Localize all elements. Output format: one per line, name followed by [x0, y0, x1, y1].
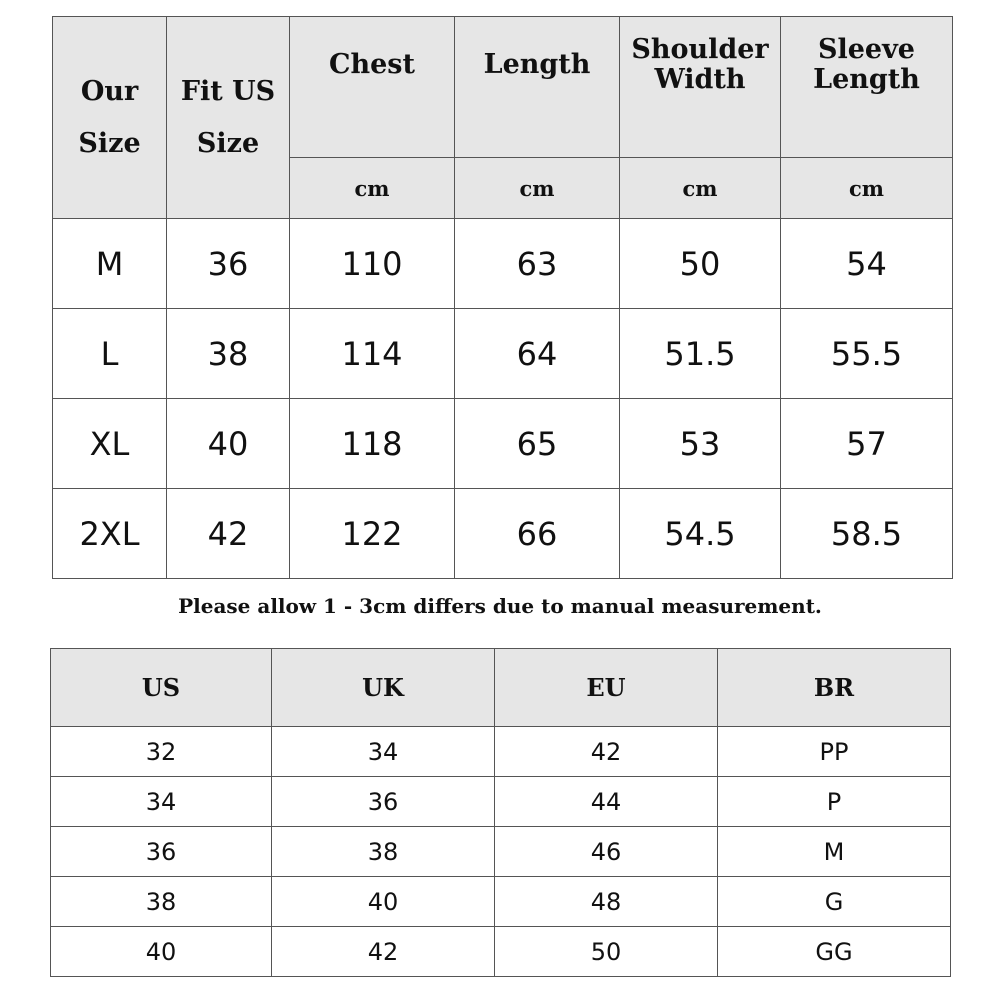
table-row — [51, 927, 951, 977]
cell-us-size: 38 — [167, 309, 290, 399]
cell-length: 63 — [455, 219, 620, 309]
header-chest — [290, 17, 455, 158]
header-sleeve-length — [781, 17, 953, 158]
header-us: US — [51, 649, 272, 727]
header-sleeve-length-label: Sleeve Length — [813, 34, 920, 95]
cell-us-size: 40 — [167, 399, 290, 489]
cell-chest: 118 — [290, 399, 455, 489]
header-length-label: Length — [483, 49, 591, 80]
cell-eu: 48 — [495, 877, 718, 927]
table-row — [51, 877, 951, 927]
cell-eu: 50 — [495, 927, 718, 977]
measurement-note: Please allow 1 - 3cm differs due to manual measurement. — [178, 594, 822, 618]
table-row — [51, 777, 951, 827]
table-row — [51, 727, 951, 777]
cell-uk: 42 — [272, 927, 495, 977]
unit-length: cm — [455, 158, 620, 219]
table-row — [53, 219, 953, 309]
header-shoulder-width-label: Shoulder Width — [631, 34, 769, 95]
cell-length: 64 — [455, 309, 620, 399]
table-row — [53, 489, 953, 579]
cell-our-size: M — [53, 219, 167, 309]
unit-sleeve-length: cm — [781, 158, 953, 219]
cell-shoulder: 50 — [620, 219, 781, 309]
cell-us: 40 — [51, 927, 272, 977]
cell-uk: 38 — [272, 827, 495, 877]
cell-our-size: XL — [53, 399, 167, 489]
header-br: BR — [718, 649, 951, 727]
header-fit-us-size: Fit US Size — [167, 17, 290, 219]
cell-eu: 42 — [495, 727, 718, 777]
cell-sleeve: 57 — [781, 399, 953, 489]
cell-br: GG — [718, 927, 951, 977]
size-conversion-table — [50, 648, 951, 977]
cell-us-size: 36 — [167, 219, 290, 309]
unit-chest: cm — [290, 158, 455, 219]
cell-our-size: L — [53, 309, 167, 399]
cell-eu: 44 — [495, 777, 718, 827]
cell-br: G — [718, 877, 951, 927]
unit-shoulder-width: cm — [620, 158, 781, 219]
cell-uk: 36 — [272, 777, 495, 827]
cell-us: 38 — [51, 877, 272, 927]
table-row — [53, 309, 953, 399]
cell-eu: 46 — [495, 827, 718, 877]
header-eu: EU — [495, 649, 718, 727]
cell-our-size: 2XL — [53, 489, 167, 579]
size-chart-table — [52, 16, 953, 579]
cell-length: 66 — [455, 489, 620, 579]
cell-us: 36 — [51, 827, 272, 877]
header-uk: UK — [272, 649, 495, 727]
cell-sleeve: 58.5 — [781, 489, 953, 579]
cell-br: M — [718, 827, 951, 877]
cell-us: 34 — [51, 777, 272, 827]
cell-uk: 40 — [272, 877, 495, 927]
header-shoulder-width — [620, 17, 781, 158]
cell-sleeve: 54 — [781, 219, 953, 309]
table-row — [51, 827, 951, 877]
header-chest-label: Chest — [329, 49, 415, 80]
header-our-size: Our Size — [53, 17, 167, 219]
cell-shoulder: 51.5 — [620, 309, 781, 399]
cell-us-size: 42 — [167, 489, 290, 579]
header-length — [455, 17, 620, 158]
table-row — [53, 399, 953, 489]
cell-uk: 34 — [272, 727, 495, 777]
cell-chest: 114 — [290, 309, 455, 399]
cell-br: PP — [718, 727, 951, 777]
size-chart-header-row — [53, 17, 953, 158]
cell-shoulder: 54.5 — [620, 489, 781, 579]
cell-shoulder: 53 — [620, 399, 781, 489]
cell-sleeve: 55.5 — [781, 309, 953, 399]
cell-chest: 110 — [290, 219, 455, 309]
conversion-header-row — [51, 649, 951, 727]
cell-us: 32 — [51, 727, 272, 777]
cell-length: 65 — [455, 399, 620, 489]
cell-br: P — [718, 777, 951, 827]
cell-chest: 122 — [290, 489, 455, 579]
